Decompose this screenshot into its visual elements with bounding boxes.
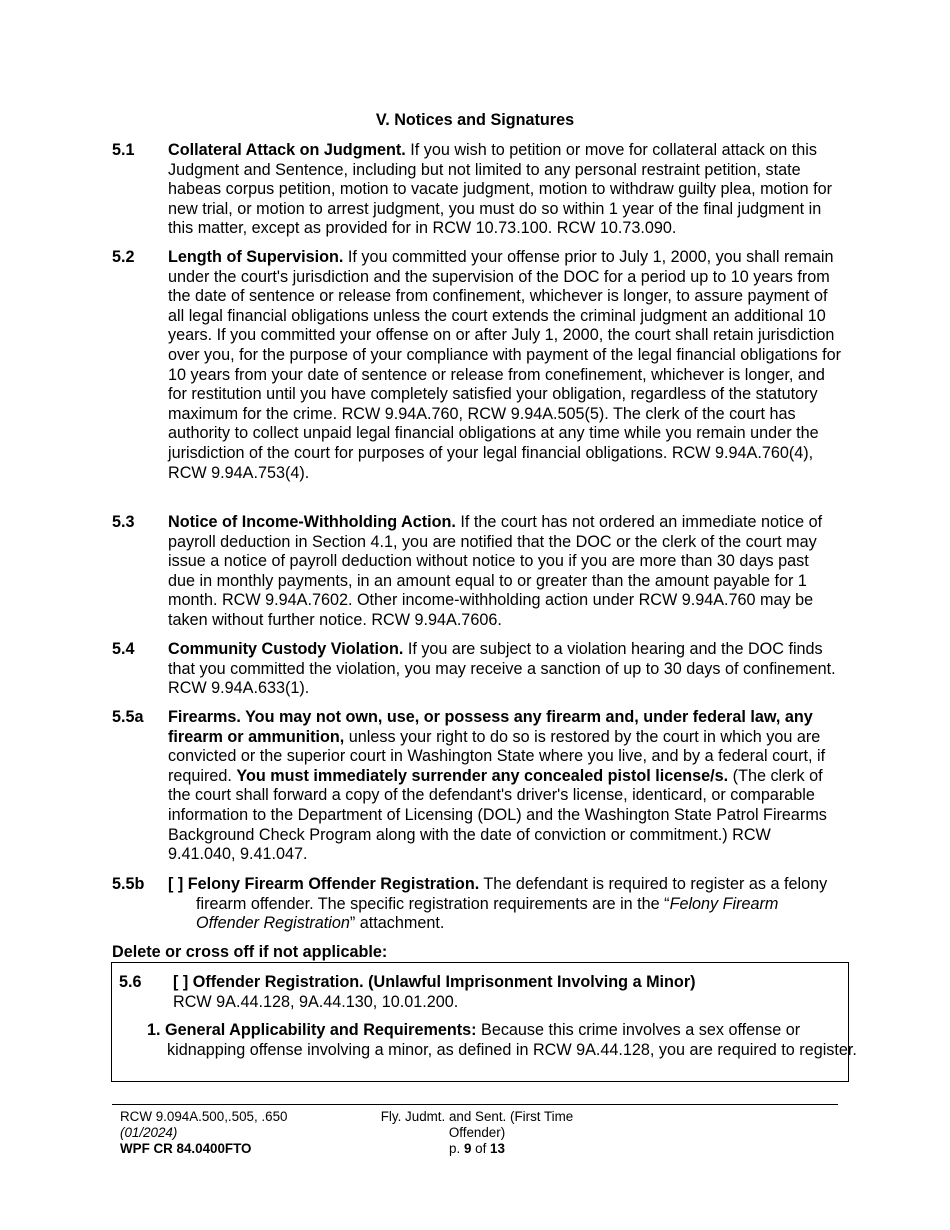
attachment-name: Felony Firearm Offender Registration — [196, 894, 779, 933]
footer-divider — [112, 1104, 838, 1105]
section-heading: [ ] Felony Firearm Offender Registration. — [168, 875, 480, 893]
page-number: 9 — [463, 1141, 472, 1156]
section-body-end: ” attachment. — [349, 914, 445, 933]
footer-doc-title-2: Offender) — [448, 1125, 506, 1140]
section-heading: Collateral Attack on Judgment. — [168, 141, 406, 159]
section-heading: Notice of Income-Withholding Action. — [168, 513, 456, 531]
section-body: If the court has not ordered an immediate notice of payroll deduction in Section 4.1, you are notified that the DOC or the clerk of the court may issue a notice of payroll deduction without notice to you if you are more than 30 days past due in monthly payments, in an amount equal to or greater than the amount payable for 1 month. RCW 9.94A.7602. Other income-withholding action under RCW 9.94A.760 may be taken without further notice. RCW 9.94A.7606. — [168, 513, 823, 629]
section-5-6-box — [111, 962, 857, 1082]
subsection-body: Because this crime involves a sex offense or kidnapping offense involving a minor, as defined in RCW 9A.44.128, you are required to register. — [167, 1021, 857, 1059]
section-heading: Community Custody Violation. — [168, 640, 404, 658]
section-heading: Length of Supervision. — [168, 248, 344, 266]
footer-form-number: WPF CR 84.0400FTO — [120, 1141, 252, 1156]
section-5-1 — [112, 141, 840, 239]
footer-page — [362, 1141, 592, 1157]
section-body: unless your right to do so is restored by the court in which you are convicted or the superior court in Washington State where you live, and by a federal court, if required. — [168, 727, 826, 785]
footer-center — [362, 1109, 592, 1157]
section-number: 5.2 — [112, 248, 135, 266]
footer-left — [120, 1109, 288, 1157]
section-number: 5.6 — [119, 973, 142, 991]
section-5-5a — [112, 708, 840, 865]
section-body: If you are subject to a violation hearing and the DOC finds that you committed the violation, you may receive a sanction of up to 30 days of confinement. RCW 9.94A.633(1). — [168, 640, 836, 698]
subsection-heading: 1. General Applicability and Requirements: — [147, 1021, 477, 1039]
section-number: 5.4 — [112, 640, 135, 658]
general-applicability — [147, 1021, 857, 1060]
section-5-4 — [112, 640, 840, 699]
delete-note: Delete or cross off if not applicable: — [112, 943, 388, 961]
section-emphasis: You must immediately surrender any concealed pistol license/s. — [236, 766, 729, 785]
footer-rcw: RCW 9.094A.500,.505, .650 — [120, 1109, 288, 1124]
section-number: 5.3 — [112, 513, 135, 531]
page-prefix: p. — [449, 1141, 461, 1156]
footer-doc-title: Fly. Judmt. and Sent. (First Time — [380, 1109, 574, 1124]
section-5-3 — [112, 513, 840, 631]
section-body: If you committed your offense prior to July 1, 2000, you shall remain under the court's jurisdiction and the supervision of the DOC for a period up to 10 years from the date of sentence or release from confinement, whichever is longer, to assure payment of all legal financial obligations unless the court extends the criminal judgment an additional 10 years. If you committed your offense on or after July 1, 2000, the court shall retain jurisdiction over you, for the purpose of your compliance with payment of the legal financial obligations for 10 years from your date of sentence or release from conefinement, whichever is longer, and for restitution until you have completely satisfied your obligation, regardless of the statutory maximum for the crime. RCW 9.94A.760, RCW 9.94A.505(5). The clerk of the court has authority to collect unpaid legal financial obligations at any time while you remain under the jurisdiction of the court for purposes of your legal financial obligations. RCW 9.94A.760(4), RCW 9.94A.753(4). — [168, 248, 842, 482]
section-title: V. Notices and Signatures — [375, 111, 575, 129]
section-body: If you wish to petition or move for collateral attack on this Judgment and Sentence, including but not limited to any personal restraint petition, state habeas corpus petition, motion to vacate judgment, motion to withdraw guilty plea, motion for new trial, or motion to arrest judgment, you must do so within 1 year of the final judgment in this matter, except as provided for in RCW 10.73.100. RCW 10.73.090. — [168, 141, 833, 238]
footer-date: (01/2024) — [120, 1125, 178, 1140]
section-body: The defendant is required to register as a felony firearm offender. The specific registration requirements are in the “ — [196, 875, 828, 913]
rcw-reference: RCW 9A.44.128, 9A.44.130, 10.01.200. — [173, 993, 459, 1011]
section-number: 5.5b — [112, 875, 145, 893]
section-5-2 — [112, 248, 840, 483]
section-body-continued: (The clerk of the court shall forward a copy of the defendant's driver's license, identicard, or comparable information to the Department of Licensing (DOL) and the Washington State Patrol Firearms Background Check Program along with the date of conviction or commitment.) RCW 9.41.040, 9.41.047. — [168, 766, 827, 864]
section-number: 5.5a — [112, 708, 144, 726]
section-heading: [ ] Offender Registration. (Unlawful Imprisonment Involving a Minor) — [173, 973, 696, 991]
page-total: 13 — [490, 1141, 505, 1156]
page-of: of — [475, 1141, 487, 1156]
section-5-5b — [112, 875, 840, 934]
section-number: 5.1 — [112, 141, 135, 159]
section-heading: Firearms. You may not own, use, or possess any firearm and, under federal law, any firearm or ammunition, — [168, 708, 813, 746]
